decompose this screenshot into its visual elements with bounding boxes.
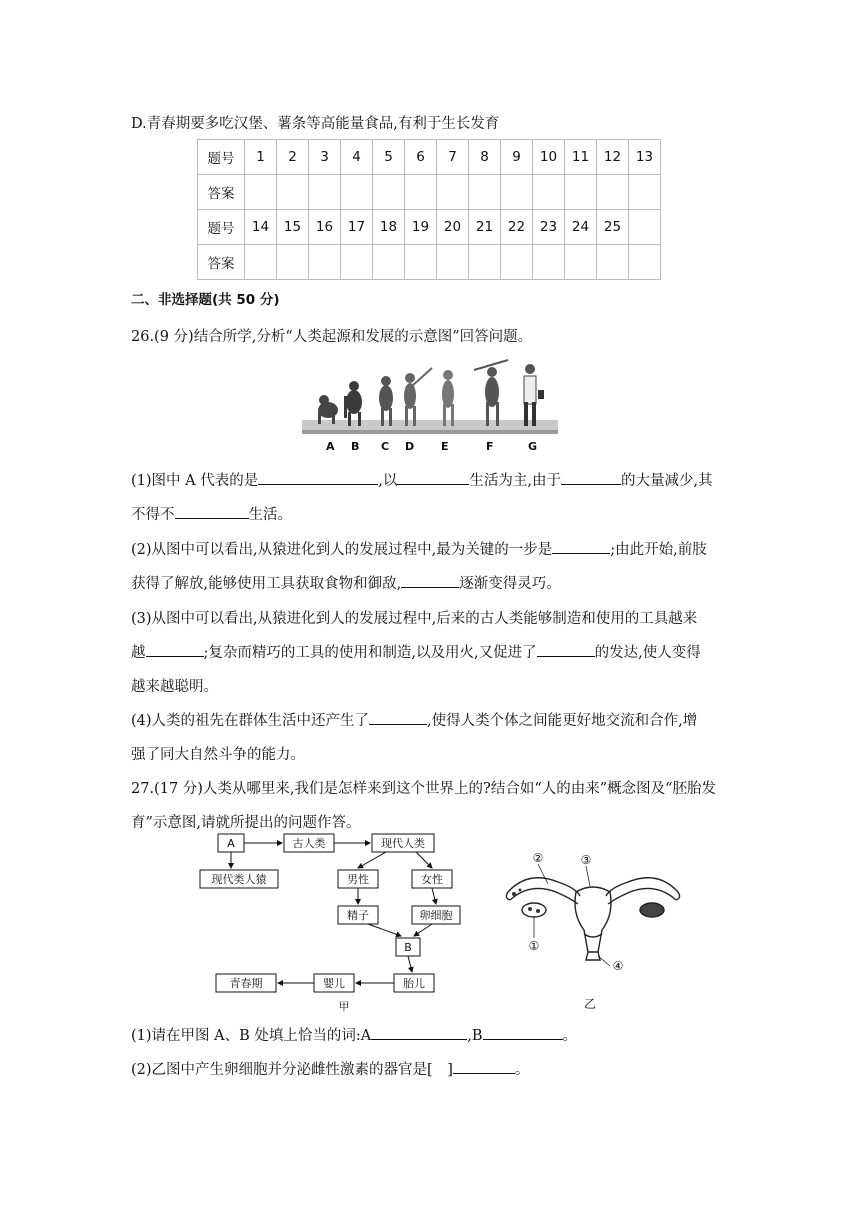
- figure-c: [379, 376, 393, 426]
- organ-label: ④: [612, 959, 624, 973]
- reproductive-organ-diagram: [498, 852, 688, 1012]
- answer-table-row-answers-1: [198, 175, 661, 210]
- question-number: 10: [533, 140, 565, 175]
- answer-cell[interactable]: [469, 245, 501, 280]
- q27-stem-line1: 27.(17 分)人类从哪里来,我们是怎样来到这个世界上的?结合如“人的由来”概念图及“胚胎发: [131, 781, 717, 797]
- q26-part3-line3: 越来越聪明。: [131, 679, 218, 695]
- answer-cell[interactable]: [501, 245, 533, 280]
- answer-table-row-answers-2: [198, 245, 661, 280]
- answer-blank[interactable]: [175, 503, 249, 519]
- organ-label: ②: [532, 852, 544, 865]
- question-number: 7: [437, 140, 469, 175]
- concept-box-modern: 现代人类: [381, 837, 425, 850]
- concept-map-caption: 甲: [338, 1000, 350, 1013]
- table-label: 题号: [198, 210, 245, 245]
- answer-table-row-numbers-2: [198, 210, 661, 245]
- section-title: 二、非选择题(共 50 分): [131, 292, 280, 308]
- question-number: 8: [469, 140, 501, 175]
- concept-box-b: B: [404, 941, 412, 954]
- figure-label: A: [326, 440, 335, 453]
- answer-blank[interactable]: [561, 469, 621, 485]
- answer-cell[interactable]: [533, 175, 565, 210]
- figure-ape-a: [318, 395, 338, 424]
- answer-cell[interactable]: [373, 245, 405, 280]
- answer-cell[interactable]: [245, 175, 277, 210]
- q26-part1-line2: 不得不 生活。: [131, 503, 292, 524]
- figure-label: F: [486, 440, 494, 453]
- answer-cell[interactable]: [373, 175, 405, 210]
- question-number: 24: [565, 210, 597, 245]
- answer-cell[interactable]: [405, 175, 437, 210]
- question-number: 11: [565, 140, 597, 175]
- answer-blank[interactable]: [537, 641, 595, 657]
- answer-blank[interactable]: [552, 538, 610, 554]
- q26-part2-line1: (2)从图中可以看出,从猿进化到人的发展过程中,最为关键的一步是 ;由此开始,前肢: [131, 538, 707, 559]
- answer-cell[interactable]: [437, 245, 469, 280]
- question-number: 21: [469, 210, 501, 245]
- q26-stem: 26.(9 分)结合所学,分析“人类起源和发展的示意图”回答问题。: [131, 329, 533, 345]
- answer-table-row-numbers-1: [198, 140, 661, 175]
- answer-cell[interactable]: [245, 245, 277, 280]
- answer-cell[interactable]: [469, 175, 501, 210]
- question-number: 6: [405, 140, 437, 175]
- question-number: 12: [597, 140, 629, 175]
- option-d: D.青春期要多吃汉堡、薯条等高能量食品,有利于生长发育: [131, 116, 500, 132]
- answer-cell[interactable]: [309, 245, 341, 280]
- concept-map: [196, 826, 482, 1016]
- answer-blank[interactable]: [369, 709, 427, 725]
- answer-cell[interactable]: [277, 245, 309, 280]
- answer-cell[interactable]: [533, 245, 565, 280]
- answer-cell[interactable]: [341, 175, 373, 210]
- answer-cell[interactable]: [565, 245, 597, 280]
- q26-part4-line1: (4)人类的祖先在群体生活中还产生了 ,使得人类个体之间能更好地交流和合作,增: [131, 709, 697, 730]
- answer-cell[interactable]: [629, 245, 661, 280]
- answer-blank[interactable]: [483, 1024, 563, 1040]
- question-number: 18: [373, 210, 405, 245]
- answer-cell[interactable]: [341, 245, 373, 280]
- q26-part2-line2: 获得了解放,能够使用工具获取食物和御敌, 逐渐变得灵巧。: [131, 572, 561, 593]
- q26-part1-line1: (1)图中 A 代表的是 ,以 生活为主,由于 的大量减少,其: [131, 469, 713, 490]
- concept-box-sperm: 精子: [347, 909, 369, 922]
- question-number: 14: [245, 210, 277, 245]
- figure-d: [404, 368, 432, 426]
- answer-cell[interactable]: [597, 245, 629, 280]
- answer-cell[interactable]: [309, 175, 341, 210]
- answer-cell[interactable]: [405, 245, 437, 280]
- q26-part3-line1: (3)从图中可以看出,从猿进化到人的发展过程中,后来的古人类能够制造和使用的工具越来: [131, 611, 698, 627]
- answer-blank[interactable]: [397, 469, 469, 485]
- concept-box-puberty: 青春期: [229, 977, 263, 990]
- figure-g: [524, 364, 544, 426]
- concept-box-egg: 卵细胞: [419, 909, 453, 922]
- question-number: [629, 210, 661, 245]
- question-number: 5: [373, 140, 405, 175]
- concept-box-a: A: [227, 837, 235, 850]
- question-number: 3: [309, 140, 341, 175]
- concept-box-fetus: 胎儿: [403, 977, 425, 990]
- q26-part3-line2: 越 ;复杂而精巧的工具的使用和制造,以及用火,又促进了 的发达,使人变得: [131, 641, 701, 662]
- concept-box-apes: 现代类人猿: [211, 873, 267, 886]
- question-number: 16: [309, 210, 341, 245]
- q27-part1: (1)请在甲图 A、B 处填上恰当的词:A ,B 。: [131, 1024, 577, 1045]
- answer-cell[interactable]: [501, 175, 533, 210]
- question-number: 20: [437, 210, 469, 245]
- question-number: 22: [501, 210, 533, 245]
- answer-blank[interactable]: [258, 469, 378, 485]
- question-number: 19: [405, 210, 437, 245]
- figure-f: [474, 360, 508, 426]
- answer-cell[interactable]: [437, 175, 469, 210]
- figure-e: [442, 370, 454, 426]
- figure-label: G: [528, 440, 538, 453]
- concept-box-baby: 婴儿: [323, 977, 345, 990]
- question-number: 15: [277, 210, 309, 245]
- question-number: 2: [277, 140, 309, 175]
- figure-label: C: [381, 440, 390, 453]
- figure-b: [344, 381, 362, 426]
- organ-label: ③: [580, 853, 592, 867]
- concept-box-female: 女性: [421, 873, 443, 886]
- answer-table: [197, 139, 661, 280]
- answer-blank[interactable]: [146, 641, 204, 657]
- q27-part2: (2)乙图中产生卵细胞并分泌雌性激素的器官是[ ] 。: [131, 1058, 529, 1079]
- q26-part4-line2: 强了同大自然斗争的能力。: [131, 747, 305, 763]
- answer-cell[interactable]: [565, 175, 597, 210]
- question-number: 23: [533, 210, 565, 245]
- table-label: 答案: [198, 245, 245, 280]
- table-label: 答案: [198, 175, 245, 210]
- organ-label: ①: [528, 939, 540, 953]
- question-number: 9: [501, 140, 533, 175]
- question-number: 17: [341, 210, 373, 245]
- figure-label: B: [351, 440, 360, 453]
- answer-cell[interactable]: [277, 175, 309, 210]
- answer-blank[interactable]: [371, 1024, 467, 1040]
- q27-stem-line2: 育”示意图,请就所提出的问题作答。: [131, 815, 361, 831]
- answer-cell[interactable]: [597, 175, 629, 210]
- organ-diagram-caption: 乙: [583, 997, 597, 1011]
- question-number: 4: [341, 140, 373, 175]
- concept-box-male: 男性: [347, 873, 369, 886]
- figure-label: D: [405, 440, 415, 453]
- table-label: 题号: [198, 140, 245, 175]
- evolution-labels: [302, 440, 558, 458]
- question-number: 1: [245, 140, 277, 175]
- answer-cell[interactable]: [629, 175, 661, 210]
- figure-label: E: [441, 440, 449, 453]
- question-number: 13: [629, 140, 661, 175]
- answer-blank[interactable]: [453, 1058, 515, 1074]
- question-number: 25: [597, 210, 629, 245]
- concept-box-ancient: 古人类: [292, 837, 326, 850]
- answer-blank[interactable]: [401, 572, 459, 588]
